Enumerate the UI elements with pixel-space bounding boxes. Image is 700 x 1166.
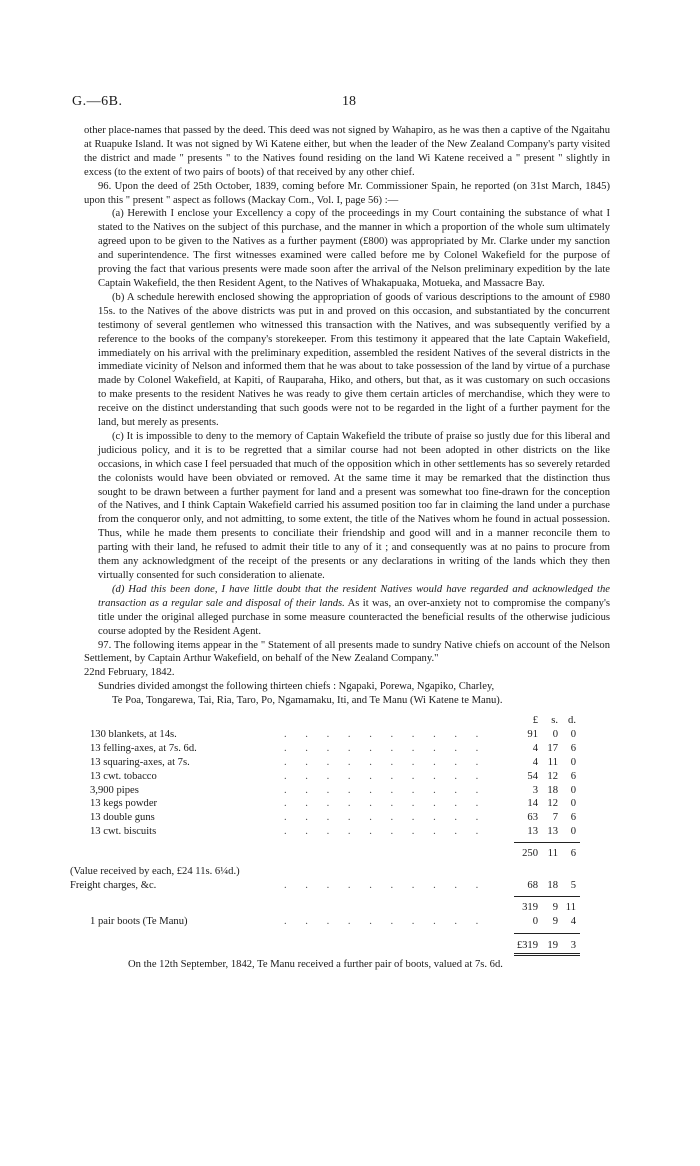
document-body <box>70 124 610 972</box>
subtotal-pounds: 250 <box>522 848 538 860</box>
sundries-text <box>84 680 610 708</box>
item-shillings: 11 <box>547 756 558 768</box>
grand-total-rule-1 <box>514 953 580 954</box>
document-reference: G.—6B. <box>72 94 123 109</box>
grand-total-pence: 3 <box>570 939 576 951</box>
subtotal-pence: 6 <box>570 848 576 860</box>
subtotal-row <box>84 847 610 861</box>
total-shillings: 9 <box>552 901 558 913</box>
pounds-header: £ <box>532 715 538 727</box>
sundries-line-1: Sundries divided amongst the following thirteen chiefs : Ngapaki, Porewa, Ngapiko, Charley, <box>98 681 495 693</box>
item-row <box>84 728 610 742</box>
item-shillings: 13 <box>547 826 558 838</box>
total-pounds: 319 <box>522 901 538 913</box>
item-pence: 0 <box>570 826 576 838</box>
leader-dots: . . . . . . . . . . <box>284 742 487 754</box>
sundries-line-2: Te Poa, Tongarewa, Tai, Ria, Taro, Po, Ngamamaku, Iti, and Te Manu (Wi Katene te Manu). <box>112 695 503 707</box>
total-row <box>84 901 610 915</box>
presents-table <box>70 714 610 958</box>
value-each-row <box>70 865 610 879</box>
item-label: 130 blankets, at 14s. <box>90 728 177 740</box>
grand-total-shillings: 19 <box>547 939 558 951</box>
item-row <box>84 811 610 825</box>
leader-dots: . . . . . . . . . . <box>284 728 487 740</box>
leader-dots: . . . . . . . . . . <box>284 826 487 838</box>
pence-header: d. <box>568 715 576 727</box>
leader-dots: . . . . . . . . . . <box>284 784 487 796</box>
quote-d-rest: As it was, an over-anxiety not to compromise the company's title under the original alleged purchase in some measure counteracted the beneficial results of the otherwise judicious course adopted by the Resident Agent. <box>98 597 610 637</box>
item-pounds: 63 <box>527 812 538 824</box>
item-shillings: 12 <box>547 770 558 782</box>
item-pence: 0 <box>570 784 576 796</box>
page-number: 18 <box>342 94 356 109</box>
item-pounds: 4 <box>532 756 538 768</box>
boots-pounds: 0 <box>532 915 538 927</box>
item-shillings: 17 <box>547 742 558 754</box>
leader-dots: . . . . . . . . . . <box>284 770 487 782</box>
item-row <box>84 756 610 770</box>
rule-row <box>84 952 610 958</box>
rule-row <box>84 929 610 939</box>
quote-d-italic: (d) Had this been done, I have little doubt that the resident Natives would have regarded and acknowledged the transaction as a regular sale and disposal of their lands. <box>98 583 610 609</box>
rule-row <box>84 839 610 847</box>
item-label: 13 squaring-axes, at 7s. <box>90 756 190 768</box>
value-each-text: (Value received by each, £24 11s. 6¼d.) <box>70 865 240 877</box>
leader-dots: . . . . . . . . . . <box>284 798 487 810</box>
item-pounds: 4 <box>532 742 538 754</box>
paragraph-97: 97. The following items appear in the " Statement of all presents made to sundry Native chiefs on account of the Nelson Settlement, by Captain Arthur Wakefield, on behalf of the New Zealand Company." <box>84 639 610 665</box>
leader-dots: . . . . . . . . . . <box>284 879 487 891</box>
freight-pounds: 68 <box>527 879 538 891</box>
item-row <box>84 825 610 839</box>
boots-label: 1 pair boots (Te Manu) <box>90 915 188 927</box>
quote-paragraph-d <box>98 583 610 639</box>
item-pounds: 14 <box>527 798 538 810</box>
quote-paragraph-c: (c) It is impossible to deny to the memory of Captain Wakefield the tribute of praise so justly due for this liberal and judicious policy, and it is to be regretted that a similar course had not been adopted in other districts on the like occasions, in which case I feel persuaded that much of the opposition which in other settlements has so severely retarded the colonists would have been obviated or removed. At the same time it may be remarked that the distinction thus sought to be drawn between a further payment for land and a present was somewhat too fine-drawn for the conception of the Natives, and I think Captain Wakefield carried his assumed position too far in claiming the land under a purchase from the conqueror only, and not admitting, to some extent, the title of the Natives whom he found in actual possession. Thus, while he made them presents to conciliate their friendship and good will and in a manner reconcile them to parting with their land, he refused to admit their title to any of it ; and consequently was at no pains to procure from them any acknowledgment of the receipt of the presents or any declarations in writing of the lands which they then virtually consented for such consideration to alienate. <box>98 430 610 581</box>
item-shillings: 0 <box>552 728 558 740</box>
item-pence: 6 <box>570 742 576 754</box>
quote-paragraph-b: (b) A schedule herewith enclosed showing the appropriation of goods of various descriptions to the amount of £980 15s. to the Natives of the above districts was put in and proved on this occasion, and substantiated by the concurrent testimony of several gentlemen who witnessed this transaction with the Natives, and was subsequently verified by a reference to the books of the company's storekeeper. From this testimony it appeared that the late Captain Wakefield, immediately on his arrival with the preliminary expedition, assembled the resident Natives of the several districts in the immediate vicinity of Nelson and informed them that he was about to take possession of the land by virtue of a purchase made by Colonel Wakefield, at Kapiti, of Rauparaha, Hiko, and others, but that, as it was customary on such occasions to make presents to the resident Natives he was ready to give them certain articles of merchandise, which they were to receive on the distinct understanding that such goods were not to be regarded in the light of a further payment for the land, but merely as presents. <box>98 291 610 429</box>
item-pounds: 13 <box>527 826 538 838</box>
item-pence: 0 <box>570 798 576 810</box>
item-shillings: 12 <box>547 798 558 810</box>
freight-row <box>70 879 610 893</box>
item-row <box>84 784 610 798</box>
paragraph-continuation: other place-names that passed by the deed. This deed was not signed by Wahapiro, as he was then a captive of the Ngaitahu at Ruapuke Island. It was not signed by Wi Katene either, but when the leader of the New Zealand Company's party visited the district and made " presents " to the Natives found residing on the land Wi Katene received a " present " slightly in excess (to the extent of two pairs of boots) of that received by any other chief. <box>84 125 610 178</box>
quotation-block <box>84 207 610 638</box>
grand-total-row <box>84 939 610 953</box>
boots-pence: 4 <box>570 915 576 927</box>
item-row <box>84 797 610 811</box>
grand-total-rule-2 <box>514 955 580 956</box>
item-pounds: 91 <box>527 728 538 740</box>
subtotal-rule <box>514 842 580 843</box>
leader-dots: . . . . . . . . . . <box>284 915 487 927</box>
freight-pence: 5 <box>570 879 576 891</box>
item-pounds: 54 <box>527 770 538 782</box>
statement-date: 22nd February, 1842. <box>84 667 175 679</box>
shillings-header: s. <box>551 715 558 727</box>
subtotal-shillings: 11 <box>547 848 558 860</box>
rule-row <box>84 893 610 901</box>
leader-dots: . . . . . . . . . . <box>284 812 487 824</box>
item-rows <box>84 728 610 839</box>
item-label: 3,900 pipes <box>90 784 139 796</box>
boots-shillings: 9 <box>552 915 558 927</box>
total-pence: 11 <box>565 901 576 913</box>
item-pence: 6 <box>570 812 576 824</box>
quote-paragraph-a: (a) Herewith I enclose your Excellency a copy of the proceedings in my Court containing the substance of what I stated to the Natives on the subject of this purchase, and the manner in which a proportion of the whole sum ultimately agreed upon to be given to the Natives as a further payment (£800) was appropriated by Mr. Clarke under my sanction and superintendence. The first witnesses examined were called before me by Colonel Wakefield for the purpose of proving the fact that various presents were made soon after the arrival of the Nelson preliminary expedition by the late Captain Wakefield, the then Resident Agent, to the Natives of Whakapuaka, Motueka, and Massacre Bay. <box>98 208 610 289</box>
grand-total-pounds: £319 <box>516 939 538 951</box>
item-pence: 0 <box>570 756 576 768</box>
item-label: 13 cwt. tobacco <box>90 770 157 782</box>
freight-shillings: 18 <box>547 879 558 891</box>
closing-note: On the 12th September, 1842, Te Manu received a further pair of boots, valued at 7s. 6d. <box>128 959 503 971</box>
item-pence: 0 <box>570 728 576 740</box>
item-row <box>84 770 610 784</box>
paragraph-96: 96. Upon the deed of 25th October, 1839, coming before Mr. Commissioner Spain, he reported (on 31st March, 1845) upon this " present " aspect as follows (Mackay Com., Vol. I, page 56) :— <box>84 180 610 206</box>
item-shillings: 18 <box>547 784 558 796</box>
item-label: 13 felling-axes, at 7s. 6d. <box>90 742 197 754</box>
currency-header-row <box>84 714 610 728</box>
item-label: 13 cwt. biscuits <box>90 826 157 838</box>
freight-label: Freight charges, &c. <box>70 879 157 891</box>
leader-dots: . . . . . . . . . . <box>284 756 487 768</box>
item-label: 13 kegs powder <box>90 798 158 810</box>
item-row <box>84 742 610 756</box>
boots-row <box>84 915 610 929</box>
item-shillings: 7 <box>552 812 558 824</box>
grand-total-rule-top <box>514 933 580 934</box>
item-label: 13 double guns <box>90 812 155 824</box>
total-rule <box>514 896 580 897</box>
item-pence: 6 <box>570 770 576 782</box>
item-pounds: 3 <box>532 784 538 796</box>
